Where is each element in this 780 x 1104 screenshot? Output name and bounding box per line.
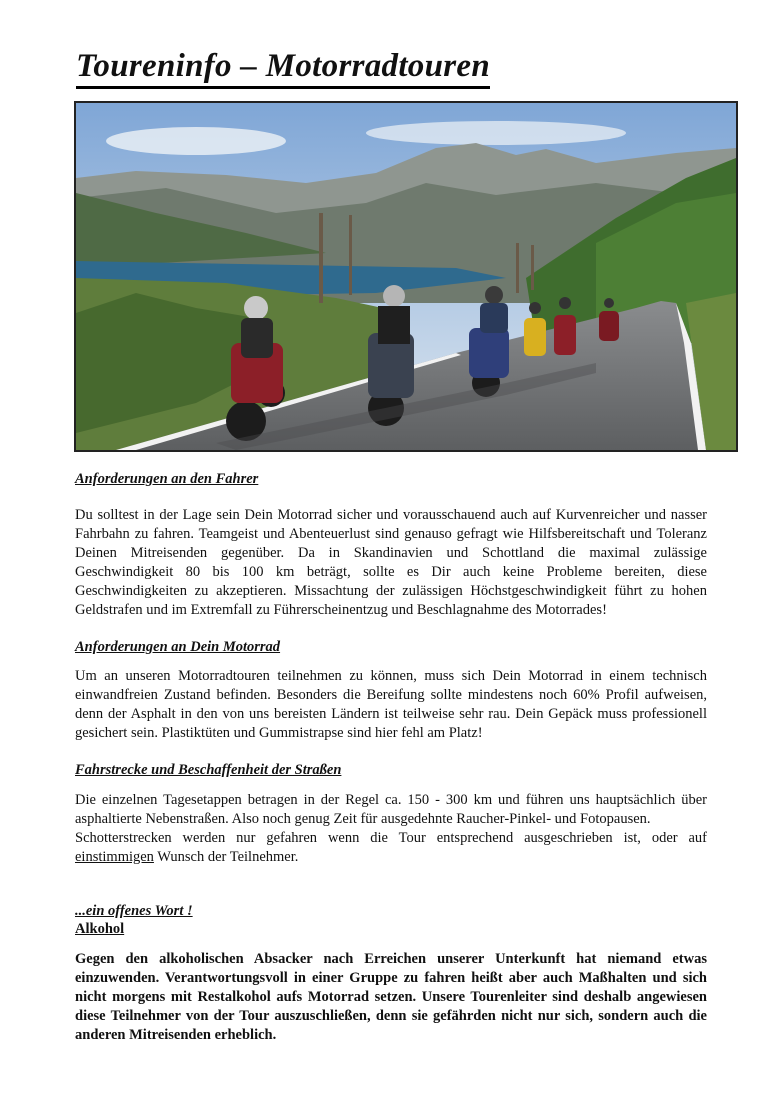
section-heading: Fahrstrecke und Beschaffenheit der Straßen bbox=[75, 762, 342, 778]
gravel-text-after: Wunsch der Teilnehmer. bbox=[153, 849, 299, 865]
section-text-gravel bbox=[75, 829, 707, 867]
motorcycle-tour-photo bbox=[74, 101, 738, 452]
section-open-word bbox=[75, 902, 707, 1045]
section-text: Gegen den alkoholischen Absacker nach Erreichen unserer Unterkunft hat niemand etwas einzuwenden. Verantwortungsvoll in einer Gruppe zu fahren heißt aber auch Maßhalten und sich nicht morgens mit Restalkohol aufs Motorrad setzen. Unsere Tourenleiter sind deshalb angewiesen diese Teilnehmer von der Tour auszuschließen, denn sie gefährden nicht nur sich, sondern auch die anderen Mitreisenden erheblich. bbox=[75, 951, 707, 1043]
section-text: Um an unseren Motorradtouren teilnehmen zu können, muss sich Dein Motorrad in einem technisch einwandfreien Zustand befinden. Besonders die Bereifung sollte mindestens noch 60% Profil aufweisen, denn der Asphalt in den von uns bereisten Ländern ist teilweise sehr rau. Dein Gepäck muss professionell gesichert sein. Plastiktüten und Gummistrapse sind hier fehl am Platz! bbox=[75, 668, 707, 741]
gravel-text-underlined: einstimmigen bbox=[75, 849, 154, 865]
section-heading: ...ein offenes Wort ! bbox=[75, 903, 193, 919]
section-motorcycle-requirements bbox=[75, 638, 707, 743]
section-text: Du solltest in der Lage sein Dein Motorrad sicher und vorausschauend auch auf Kurvenreicher und nasser Fahrbahn zu fahren. Teamgeist und Abenteuerlust sind genauso gefragt wie Hilfsbereitschaft und Toleranz Deinen Mitreisenden gegenüber. Da in Skandinavien und Schottland die maximal zulässige Geschwindigkeit 80 bis 100 km beträgt, sollte es Dir auch keine Probleme bereiten, diese Geschwindigkeiten zu akzeptieren. Missachtung der zulässigen Höchstgeschwindigkeit führt zu hohen Geldstrafen und im Extremfall zu Führerscheinentzug und Beschlagnahme des Motorrades! bbox=[75, 507, 707, 618]
page-title: Toureninfo – Motorradtouren bbox=[76, 46, 490, 89]
section-subheading-alcohol: Alkohol bbox=[75, 921, 125, 937]
section-driver-requirements bbox=[75, 470, 707, 620]
motorcycle-group-road-mountains-photo-icon bbox=[76, 103, 736, 450]
section-route-and-roads bbox=[75, 761, 707, 867]
section-text: Die einzelnen Tagesetappen betragen in der Regel ca. 150 - 300 km und führen uns hauptsächlich über asphaltierte Nebenstraßen. Also noch genug Zeit für ausgedehnte Raucher-Pinkel- und Fotopausen. bbox=[75, 792, 707, 827]
gravel-text-before: Schotterstrecken werden nur gefahren wenn die Tour entsprechend ausgeschrieben ist, oder auf bbox=[75, 830, 707, 846]
section-heading: Anforderungen an Dein Motorrad bbox=[75, 639, 281, 655]
section-heading: Anforderungen an den Fahrer bbox=[75, 471, 259, 487]
